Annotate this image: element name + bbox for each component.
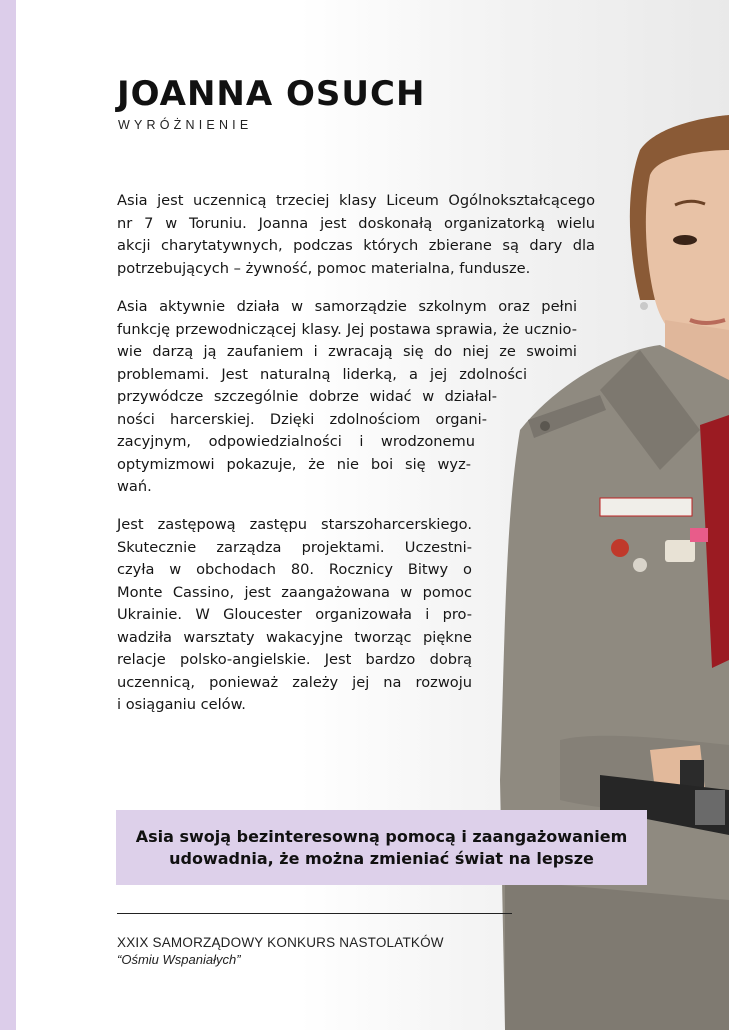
paragraph-1 [117, 190, 595, 280]
paragraph-2 [117, 296, 577, 499]
paragraph-line: akcji charytatywnych, podczas których zbierane są dary dla [117, 237, 595, 254]
paragraph-line: Asia jest uczennicą trzeciej klasy Liceum Ogólnokształcącego [117, 192, 595, 209]
quote-line-2: udowadnia, że można zmieniać świat na lepsze [169, 848, 594, 868]
paragraph-line: wadziła warsztaty wakacyjne tworząc piękne [117, 628, 472, 646]
paragraph-3 [117, 514, 472, 717]
paragraph-line: Skutecznie zarządza projektami. Uczestni- [117, 538, 472, 556]
award-subtitle: WYRÓŻNIENIE [118, 118, 253, 132]
paragraph-line: Ukrainie. W Gloucester organizowała i pro- [117, 606, 472, 623]
paragraph-line: nr 7 w Toruniu. Joanna jest doskonałą organizatorką wielu [117, 214, 595, 232]
paragraph-line: problemami. Jest naturalną liderką, a jej zdolności [117, 365, 527, 383]
paragraph-line: wie darzą ją zaufaniem i zwracają się do niej ze swoimi [117, 343, 577, 360]
paragraph-line: przywódcze szczególnie dobrze widać w działal- [117, 388, 497, 405]
paragraph-line: ności harcerskiej. Dzięki zdolnościom organi- [117, 410, 487, 428]
paragraph-line: i osiąganiu celów. [117, 696, 246, 713]
person-name-title: JOANNA OSUCH [117, 74, 426, 114]
footer-divider [117, 913, 512, 914]
paragraph-line: wań. [117, 478, 152, 495]
paragraph-line: optymizmowi pokazuje, że nie boi się wyz- [117, 455, 471, 473]
paragraph-line: czyła w obchodach 80. Rocznicy Bitwy o [117, 561, 472, 578]
paragraph-line: uczennicą, ponieważ zależy jej na rozwoju [117, 673, 472, 691]
contest-name: XXIX SAMORZĄDOWY KONKURS NASTOLATKÓW [117, 935, 444, 950]
paragraph-line: zacyjnym, odpowiedzialności i wrodzonemu [117, 433, 475, 450]
quote-line-1: Asia swoją bezinteresowną pomocą i zaangażowaniem [135, 826, 628, 846]
paragraph-line: potrzebujących – żywność, pomoc materialna, fundusze. [117, 259, 531, 277]
paragraph-line: Jest zastępową zastępu starszoharcerskiego. [117, 516, 472, 533]
paragraph-line: funkcję przewodniczącej klasy. Jej postawa sprawia, że ucznio- [117, 320, 577, 338]
paragraph-line: Asia aktywnie działa w samorządzie szkolnym oraz pełni [117, 298, 577, 315]
paragraph-line: relacje polsko-angielskie. Jest bardzo dobrą [117, 651, 472, 668]
highlight-quote-box [116, 810, 647, 885]
contest-subtitle: “Ośmiu Wspaniałych” [117, 952, 241, 967]
paragraph-line: Monte Cassino, jest zaangażowana w pomoc [117, 583, 472, 601]
